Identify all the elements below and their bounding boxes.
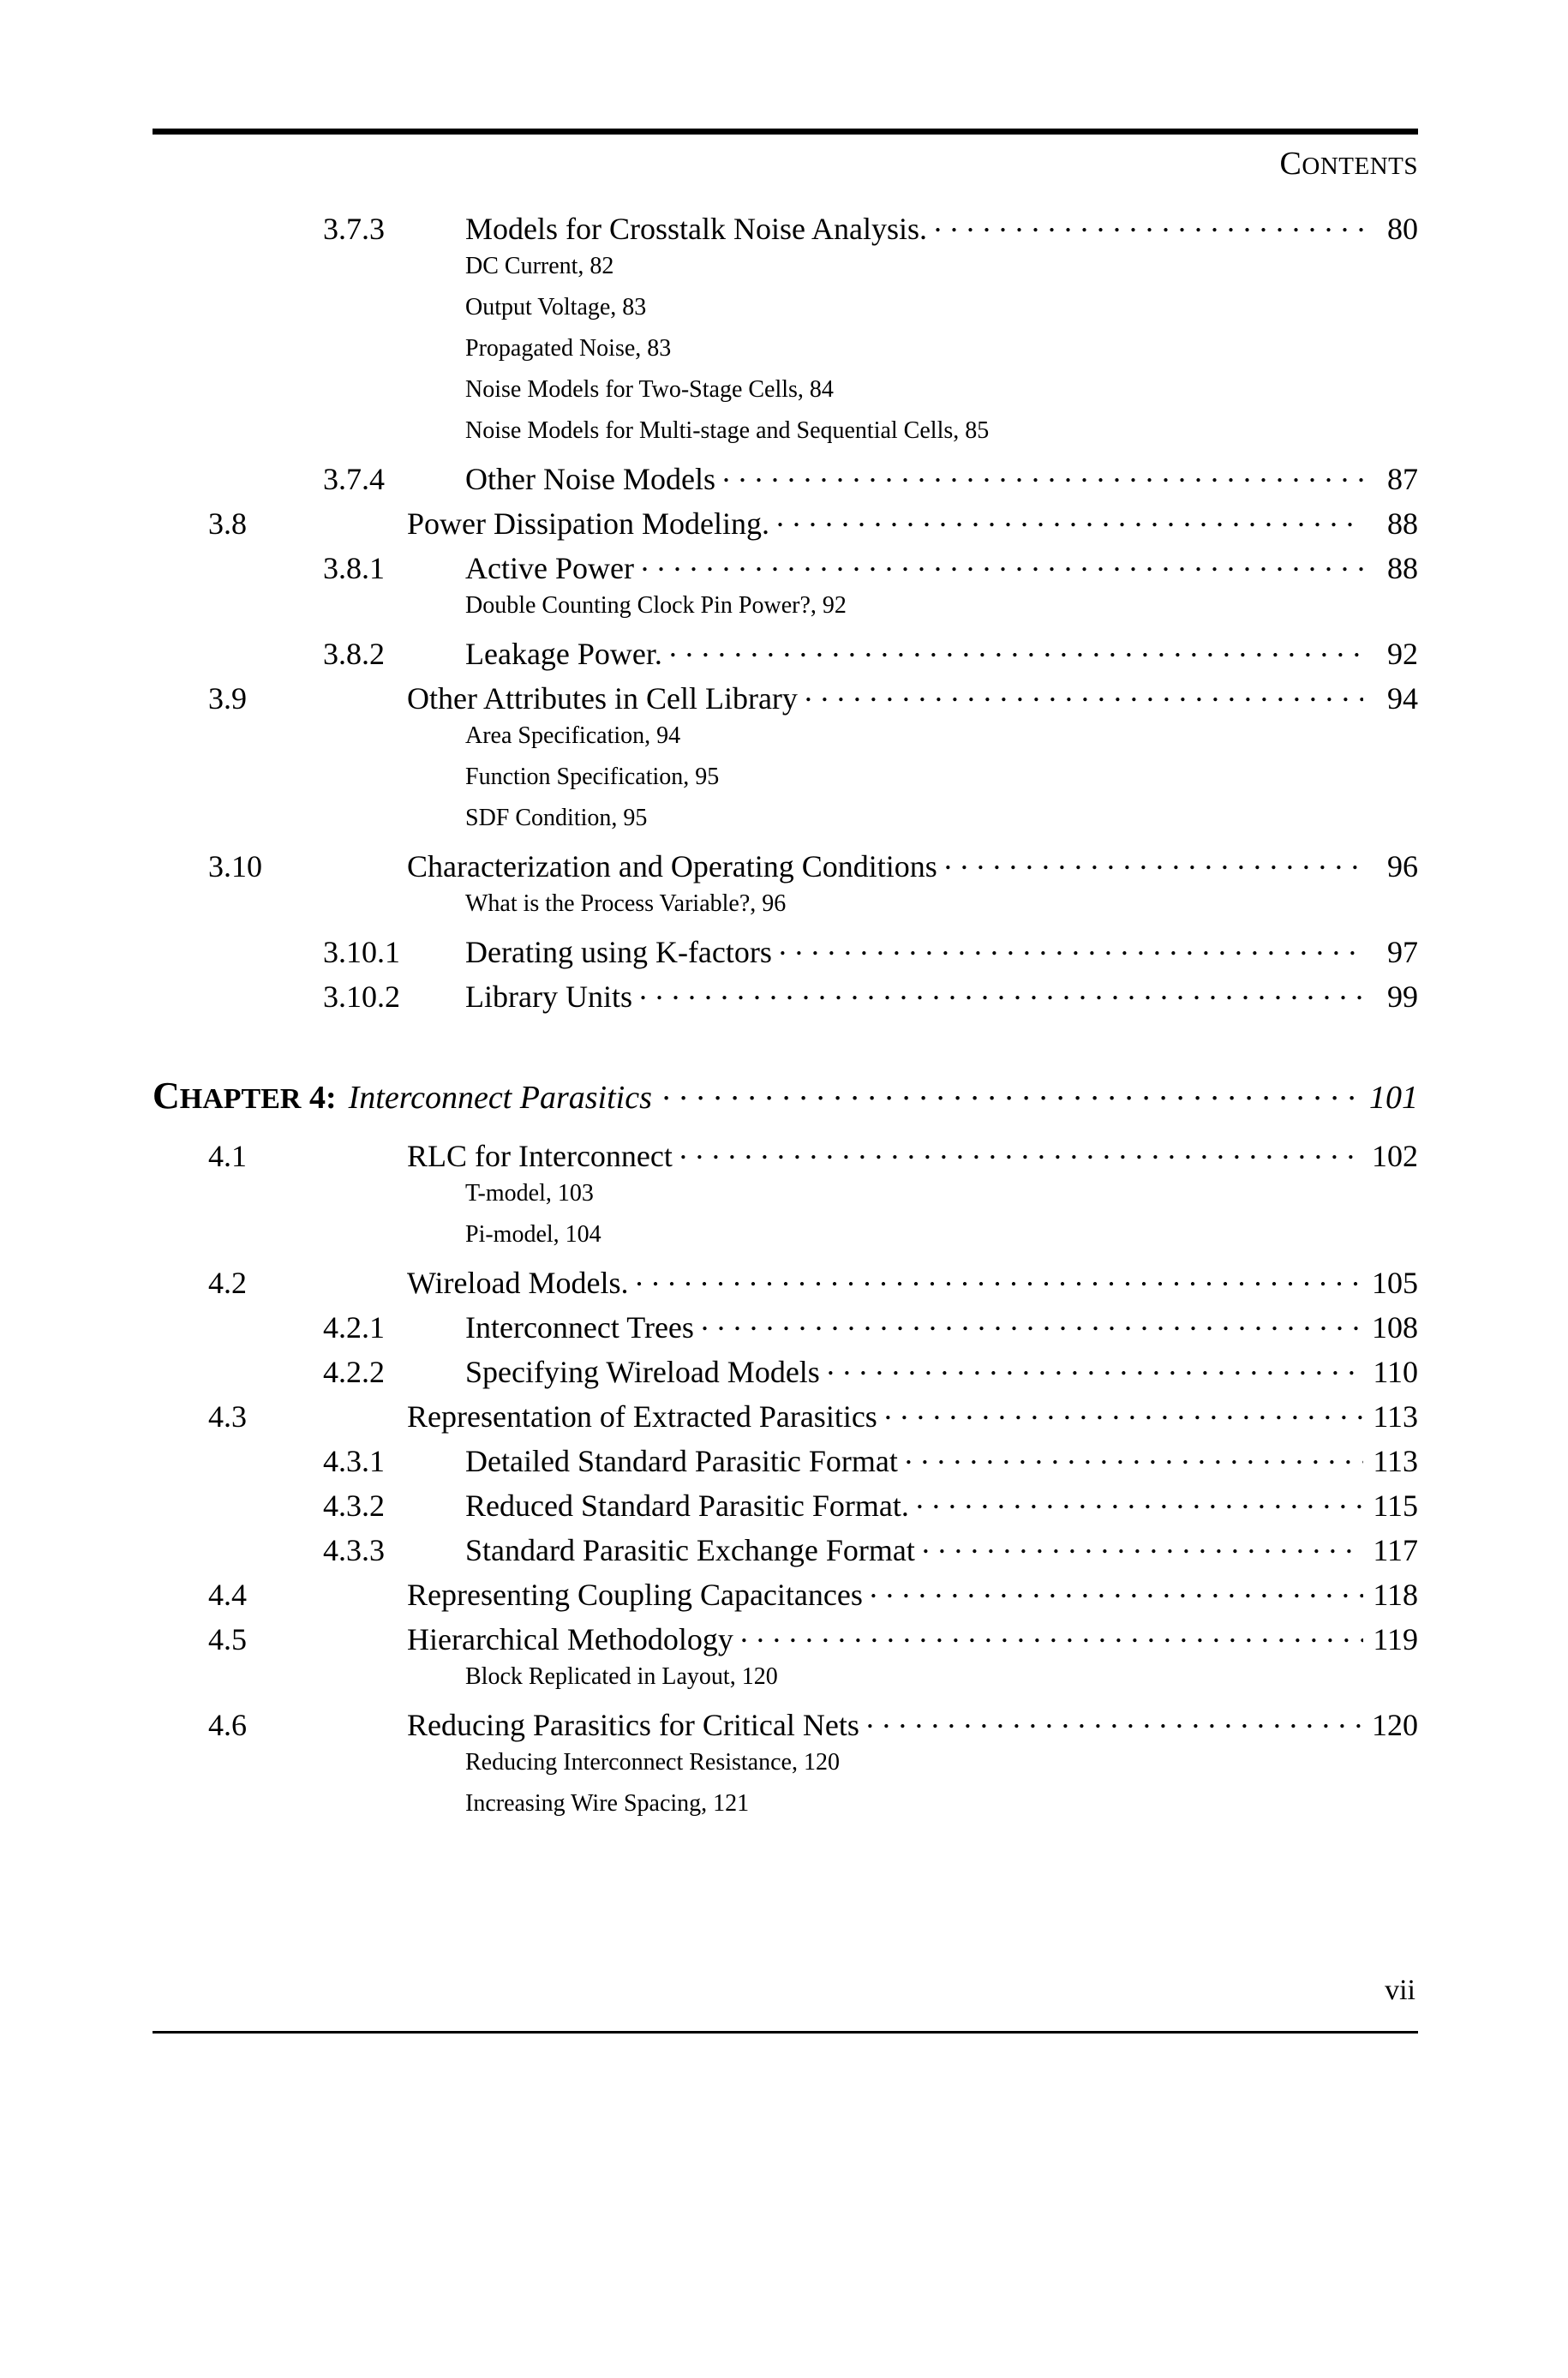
toc-subentry[interactable] bbox=[153, 294, 1568, 335]
toc-subentry[interactable] bbox=[153, 1221, 1568, 1262]
toc-subentry-label: Output Voltage, 83 bbox=[465, 294, 647, 320]
toc-subentry[interactable] bbox=[153, 764, 1568, 805]
dot-leader bbox=[779, 931, 1363, 962]
toc-page-number: 99 bbox=[1387, 979, 1418, 1014]
toc-entry[interactable] bbox=[153, 1135, 1418, 1180]
toc-entry-title: Wireload Models. bbox=[407, 1266, 629, 1300]
dot-leader bbox=[636, 1262, 1364, 1293]
toc-page-number: 97 bbox=[1387, 935, 1418, 969]
dot-leader bbox=[641, 548, 1363, 578]
dot-leader bbox=[805, 678, 1363, 709]
toc-page-number: 92 bbox=[1387, 637, 1418, 671]
toc-subentry-label: Reducing Interconnect Resistance, 120 bbox=[465, 1749, 840, 1776]
toc-subentry[interactable] bbox=[153, 1790, 1568, 1831]
dot-leader bbox=[944, 846, 1363, 877]
toc-entry-number: 3.8 bbox=[208, 506, 247, 541]
toc-entry-title: Specifying Wireload Models bbox=[465, 1355, 820, 1389]
toc-entry[interactable] bbox=[153, 1704, 1418, 1749]
table-of-contents bbox=[0, 208, 1568, 1831]
toc-entry-number: 4.5 bbox=[208, 1622, 247, 1656]
toc-entry-title: Other Attributes in Cell Library bbox=[407, 681, 798, 716]
toc-subentry-label: Pi-model, 104 bbox=[465, 1221, 601, 1248]
toc-entry-number: 3.10.2 bbox=[323, 979, 400, 1014]
dot-leader bbox=[870, 1574, 1363, 1605]
toc-entry[interactable] bbox=[153, 678, 1418, 722]
toc-subentry-label: Area Specification, 94 bbox=[465, 722, 681, 749]
toc-entry-number: 4.2 bbox=[208, 1266, 247, 1300]
toc-page-number: 87 bbox=[1387, 462, 1418, 496]
toc-page-number: 96 bbox=[1387, 849, 1418, 884]
toc-subentry[interactable] bbox=[153, 890, 1568, 931]
toc-entry[interactable] bbox=[153, 976, 1418, 1021]
toc-subentry[interactable] bbox=[153, 376, 1568, 417]
toc-entry-number: 4.2.2 bbox=[323, 1355, 385, 1389]
toc-entry-title: Reducing Parasitics for Critical Nets bbox=[407, 1708, 859, 1742]
toc-subentry-label: Function Specification, 95 bbox=[465, 764, 720, 790]
toc-page-number: 102 bbox=[1372, 1139, 1418, 1173]
toc-entry[interactable] bbox=[153, 503, 1418, 548]
toc-entry-number: 3.8.2 bbox=[323, 637, 385, 671]
toc-entry-title: Leakage Power. bbox=[465, 637, 662, 671]
toc-chapter-index: 4: bbox=[301, 1080, 337, 1116]
toc-subentry[interactable] bbox=[153, 335, 1568, 376]
toc-subentry[interactable] bbox=[153, 722, 1568, 764]
toc-subentry[interactable] bbox=[153, 592, 1568, 633]
dot-leader bbox=[934, 208, 1363, 239]
toc-entry[interactable] bbox=[153, 208, 1418, 253]
toc-entry-number: 4.2.1 bbox=[323, 1310, 385, 1345]
toc-subentry-label: DC Current, 82 bbox=[465, 253, 614, 279]
toc-entry-title: Interconnect Trees bbox=[465, 1310, 694, 1345]
toc-entry[interactable] bbox=[153, 931, 1418, 976]
toc-entry-number: 3.9 bbox=[208, 681, 247, 716]
toc-subentry[interactable] bbox=[153, 417, 1568, 458]
toc-subentry-label: Propagated Noise, 83 bbox=[465, 335, 672, 362]
toc-subentry[interactable] bbox=[153, 805, 1568, 846]
toc-page-number: 117 bbox=[1373, 1533, 1418, 1567]
toc-subentry-label: SDF Condition, 95 bbox=[465, 805, 648, 831]
toc-entry-number: 4.1 bbox=[208, 1139, 247, 1173]
toc-entry-title: Detailed Standard Parasitic Format bbox=[465, 1444, 898, 1478]
toc-entry[interactable] bbox=[153, 1307, 1418, 1351]
toc-chapter-word-remainder: HAPTER bbox=[179, 1083, 302, 1115]
toc-entry-title: Derating using K-factors bbox=[465, 935, 772, 969]
toc-entry[interactable] bbox=[153, 1530, 1418, 1574]
running-head bbox=[1280, 147, 1418, 180]
toc-chapter-word-first-letter: C bbox=[153, 1075, 180, 1117]
dot-leader bbox=[722, 458, 1363, 489]
toc-entry[interactable] bbox=[153, 633, 1418, 678]
toc-chapter-number bbox=[153, 1074, 337, 1117]
toc-entry[interactable] bbox=[153, 1351, 1418, 1396]
toc-entry-title: Models for Crosstalk Noise Analysis. bbox=[465, 212, 927, 246]
toc-chapter-title: Interconnect Parasitics bbox=[348, 1080, 652, 1116]
toc-page-number: 80 bbox=[1387, 212, 1418, 246]
dot-leader bbox=[679, 1135, 1363, 1166]
toc-spacer bbox=[0, 1021, 1568, 1074]
toc-page-number: 110 bbox=[1373, 1355, 1418, 1389]
toc-entry[interactable] bbox=[153, 548, 1418, 592]
toc-page-number: 118 bbox=[1373, 1578, 1418, 1612]
toc-subentry-label: What is the Process Variable?, 96 bbox=[465, 890, 787, 917]
toc-chapter-entry[interactable] bbox=[153, 1074, 1418, 1135]
toc-entry-number: 4.3 bbox=[208, 1399, 247, 1434]
toc-subentry[interactable] bbox=[153, 253, 1568, 294]
toc-subentry-label: T-model, 103 bbox=[465, 1180, 594, 1207]
toc-entry-number: 3.10 bbox=[208, 849, 262, 884]
footer-rule bbox=[153, 2031, 1418, 2034]
dot-leader bbox=[669, 633, 1363, 664]
toc-entry[interactable] bbox=[153, 846, 1418, 890]
toc-subentry-label: Increasing Wire Spacing, 121 bbox=[465, 1790, 750, 1817]
dot-leader bbox=[639, 976, 1363, 1007]
toc-page-number: 108 bbox=[1372, 1310, 1418, 1345]
toc-entry-number: 4.4 bbox=[208, 1578, 247, 1612]
dot-leader bbox=[776, 503, 1363, 534]
toc-page-number: 105 bbox=[1372, 1266, 1418, 1300]
toc-entry-title: Characterization and Operating Conditions bbox=[407, 849, 937, 884]
dot-leader bbox=[905, 1441, 1363, 1471]
toc-entry-title: Active Power bbox=[465, 551, 634, 585]
toc-entry[interactable] bbox=[153, 1485, 1418, 1530]
running-head-remainder: ONTENTS bbox=[1302, 153, 1418, 180]
toc-entry-number: 4.3.3 bbox=[323, 1533, 385, 1567]
toc-subentry-label: Double Counting Clock Pin Power?, 92 bbox=[465, 592, 847, 619]
toc-entry[interactable] bbox=[153, 1574, 1418, 1619]
toc-entry-number: 3.8.1 bbox=[323, 551, 385, 585]
toc-entry-title: Reduced Standard Parasitic Format. bbox=[465, 1488, 909, 1523]
toc-entry-title: Power Dissipation Modeling. bbox=[407, 506, 769, 541]
toc-entry-title: Representation of Extracted Parasitics bbox=[407, 1399, 877, 1434]
footer-page-number: vii bbox=[1385, 1974, 1415, 2006]
dot-leader bbox=[884, 1396, 1363, 1427]
toc-page-number: 115 bbox=[1373, 1488, 1418, 1523]
toc-entry-title: Standard Parasitic Exchange Format bbox=[465, 1533, 915, 1567]
toc-entry-title: Hierarchical Methodology bbox=[407, 1622, 733, 1656]
dot-leader bbox=[662, 1075, 1363, 1108]
toc-entry-title: Representing Coupling Capacitances bbox=[407, 1578, 863, 1612]
toc-subentry-label: Noise Models for Two-Stage Cells, 84 bbox=[465, 376, 834, 403]
toc-entry[interactable] bbox=[153, 458, 1418, 503]
toc-subentry-label: Block Replicated in Layout, 120 bbox=[465, 1663, 778, 1690]
toc-subentry-label: Noise Models for Multi-stage and Sequential Cells, 85 bbox=[465, 417, 990, 444]
toc-entry-title: Other Noise Models bbox=[465, 462, 715, 496]
toc-entry-number: 4.3.1 bbox=[323, 1444, 385, 1478]
dot-leader bbox=[740, 1619, 1363, 1650]
dot-leader bbox=[866, 1704, 1363, 1735]
toc-page-number: 101 bbox=[1369, 1080, 1418, 1116]
toc-page-number: 119 bbox=[1373, 1622, 1418, 1656]
dot-leader bbox=[827, 1351, 1363, 1382]
toc-page-number: 88 bbox=[1387, 551, 1418, 585]
toc-entry-number: 3.7.3 bbox=[323, 212, 385, 246]
toc-entry-number: 3.7.4 bbox=[323, 462, 385, 496]
header-rule bbox=[153, 129, 1418, 135]
toc-subentry[interactable] bbox=[153, 1663, 1568, 1704]
toc-page-number: 94 bbox=[1387, 681, 1418, 716]
dot-leader bbox=[916, 1485, 1363, 1516]
toc-entry[interactable] bbox=[153, 1619, 1418, 1663]
toc-page-number: 88 bbox=[1387, 506, 1418, 541]
toc-subentry[interactable] bbox=[153, 1180, 1568, 1221]
dot-leader bbox=[922, 1530, 1363, 1560]
toc-entry-number: 4.6 bbox=[208, 1708, 247, 1742]
toc-page-number: 120 bbox=[1372, 1708, 1418, 1742]
toc-entry-number: 3.10.1 bbox=[323, 935, 400, 969]
toc-entry-title: Library Units bbox=[465, 979, 632, 1014]
toc-entry[interactable] bbox=[153, 1396, 1418, 1441]
toc-page-number: 113 bbox=[1373, 1444, 1418, 1478]
toc-entry[interactable] bbox=[153, 1441, 1418, 1485]
toc-page-number: 113 bbox=[1373, 1399, 1418, 1434]
toc-subentry[interactable] bbox=[153, 1749, 1568, 1790]
dot-leader bbox=[701, 1307, 1363, 1338]
toc-entry[interactable] bbox=[153, 1262, 1418, 1307]
running-head-first-letter: C bbox=[1279, 146, 1302, 182]
toc-entry-title: RLC for Interconnect bbox=[407, 1139, 673, 1173]
toc-entry-number: 4.3.2 bbox=[323, 1488, 385, 1523]
